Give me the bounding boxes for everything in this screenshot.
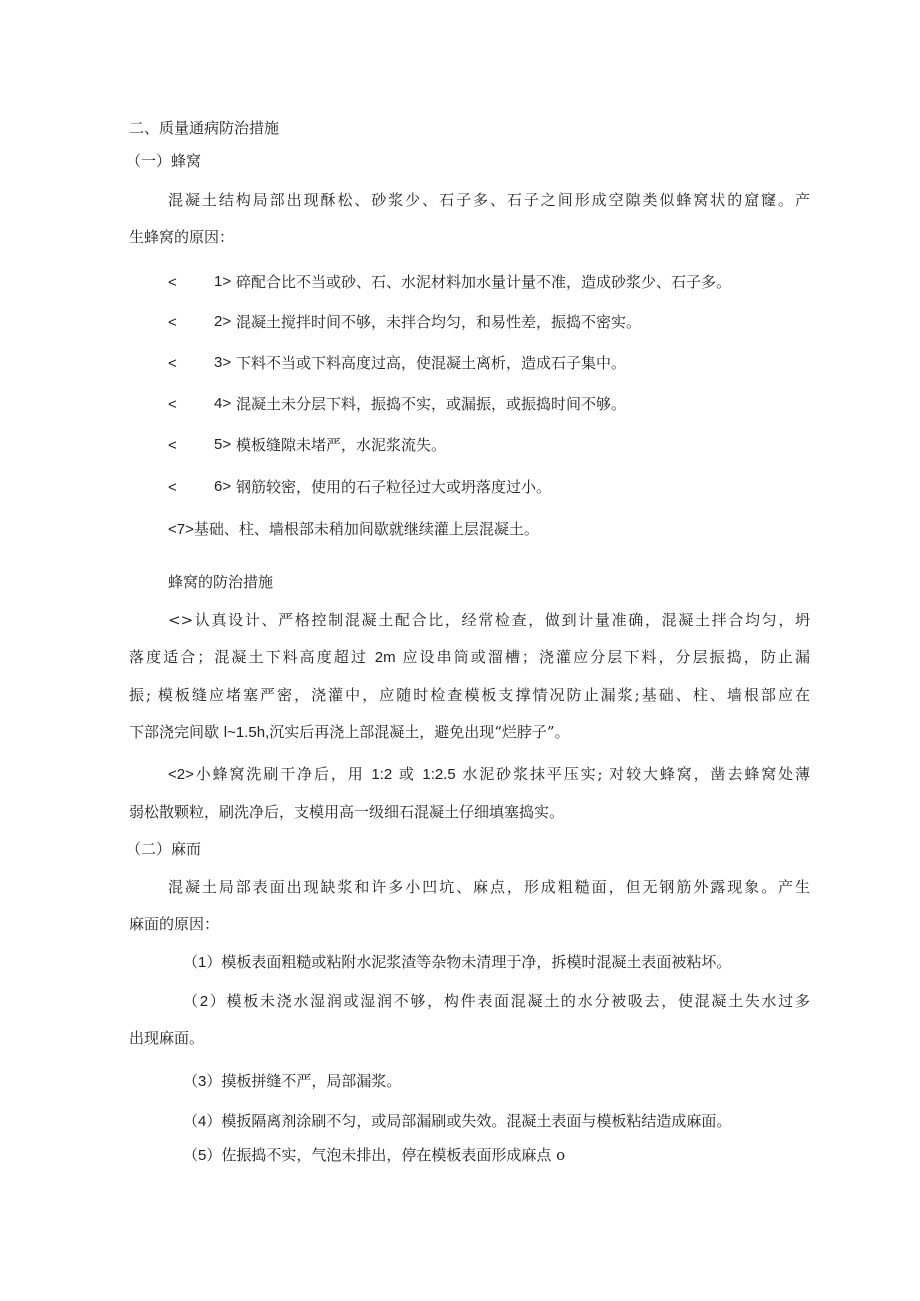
cause-text: 下料不当或下料高度过高，使混凝土离析，造成石子集中。 xyxy=(236,354,627,372)
cause-text: 模板缝隙未堵严，水泥浆流失。 xyxy=(236,436,447,454)
text-run: 小蜂窝洗刷干净后，用 xyxy=(193,765,372,783)
item-number: （3） xyxy=(183,1073,222,1090)
cause-item xyxy=(168,430,447,461)
cause-item xyxy=(168,389,627,420)
text-run: 2m xyxy=(374,649,396,666)
pitting-cause-item xyxy=(183,1140,565,1171)
text-run: 1:2.5 xyxy=(422,766,456,783)
cause-item xyxy=(168,307,642,338)
measure-1-line-1: <>认真设计、严格控制混凝土配合比，经常检查，做到计量准确，混凝土拌合均匀，坍 xyxy=(168,611,810,629)
pitting-description-line-1: 混凝土局部表面出现缺浆和许多小凹坑、麻点，形成粗糙面，但无钢筋外露现象。产生 xyxy=(168,878,810,896)
pitting-description-line-2: 麻面的原因： xyxy=(129,915,220,933)
cause-number: 5> xyxy=(214,436,232,453)
cause-marker: < xyxy=(168,437,177,454)
text-run: 沉实后再浇上部混凝土，避免出现“烂脖子”。 xyxy=(269,723,570,741)
cause-text: 钢筋较密，使用的石子粒径过大或坍落度过小。 xyxy=(236,478,552,496)
item-number: （1） xyxy=(183,954,222,971)
measure-1-line-4 xyxy=(129,717,570,748)
text-run: l~1.5h, xyxy=(223,724,270,741)
section-title: 二、质量通病防治措施 xyxy=(129,119,280,137)
item-number: （5） xyxy=(183,1147,222,1164)
measure-1-line-2 xyxy=(129,642,810,673)
subsection-title-honeycomb: （一）蜂窝 xyxy=(126,152,202,170)
item-number: （4） xyxy=(183,1113,222,1130)
cause-number: 6> xyxy=(214,478,232,495)
cause-text: 碎配合比不当或砂、石、水泥材料加水量计量不准，造成砂浆少、石子多。 xyxy=(236,273,732,291)
subsection-title-pitting: （二）麻而 xyxy=(126,840,202,858)
measure-1-line-3: 振; 模板缝应堵塞严密，浇灌中，应随时检查模板支撑情况防止漏浆;基础、柱、墙根部应在 xyxy=(129,686,810,704)
cause-marker: < xyxy=(168,396,177,413)
text-run: 落度适合；混凝土下料高度超过 xyxy=(129,648,375,666)
cause-item xyxy=(168,348,627,379)
text-run: 水泥砂浆抹平压实; 对较大蜂窝，凿去蜂窝处薄 xyxy=(455,765,810,783)
cause-item-7 xyxy=(168,514,539,545)
honeycomb-description-line-1: 混凝土结构局部出现酥松、砂浆少、石子多、石子之间形成空隙类似蜂窝状的窟窿。产 xyxy=(168,191,810,209)
text-run: 应设串筒或溜槽；浇灌应分层下料，分层振捣，防止漏 xyxy=(395,648,810,666)
cause-marker: < xyxy=(168,314,177,331)
measure-number: <2> xyxy=(168,766,194,783)
item-text: 模扳隔离剂涂刷不匀，或局部漏刷或失效。混凝土表面与模板粘结造成麻面。 xyxy=(221,1112,732,1130)
cause-item xyxy=(168,472,552,503)
measure-2-line-1 xyxy=(168,759,810,790)
text-run: 或 xyxy=(392,765,423,783)
cause-marker: < xyxy=(168,479,177,496)
cause-number: 1> xyxy=(214,273,232,290)
item-text: 摸板拼缝不严，局部漏浆。 xyxy=(221,1072,402,1090)
pitting-cause-continuation: 出现麻面。 xyxy=(129,1029,205,1047)
pitting-cause-item xyxy=(183,947,731,978)
cause-number: 3> xyxy=(214,354,232,371)
text-run: 下部浇完间歇 xyxy=(129,723,224,741)
honeycomb-description-line-2: 生蜂窝的原因： xyxy=(129,228,235,246)
item-number: （2） xyxy=(183,993,227,1010)
text-run: 1:2 xyxy=(371,766,393,783)
measures-title: 蜂窝的防治措施 xyxy=(168,573,274,591)
cause-number: 4> xyxy=(214,395,232,412)
cause-text: 混凝土搅拌时间不够，未拌合均匀，和易性差，振捣不密实。 xyxy=(236,313,642,331)
item-text: 佐振捣不实，气泡未排出，停在模板表面形成麻点 o xyxy=(221,1146,566,1164)
cause-text: 基础、柱、墙根部未稍加间歇就继续灌上层混凝土。 xyxy=(193,520,539,538)
pitting-cause-item xyxy=(183,1066,401,1097)
cause-marker: < xyxy=(168,355,177,372)
item-text: 模板表面粗糙或粘附水泥浆渣等杂物未清理于净，拆模时混凝土表面被粘坏。 xyxy=(221,953,732,971)
pitting-cause-item xyxy=(183,1106,731,1137)
cause-item xyxy=(168,267,732,298)
measure-2-line-2: 弱松散颗粒，刷洗净后，支模用高一级细石混凝土仔细填塞捣实。 xyxy=(129,803,565,821)
item-text: 模板未浇水湿润或湿润不够，构件表面混凝土的水分被吸去，使混凝土失水过多 xyxy=(226,992,810,1010)
cause-number: <7> xyxy=(168,521,194,538)
pitting-cause-item xyxy=(183,986,810,1017)
cause-text: 混凝土未分层下料，振捣不实，或漏振，或振捣时间不够。 xyxy=(236,395,627,413)
cause-number: 2> xyxy=(214,313,232,330)
cause-marker: < xyxy=(168,274,177,291)
